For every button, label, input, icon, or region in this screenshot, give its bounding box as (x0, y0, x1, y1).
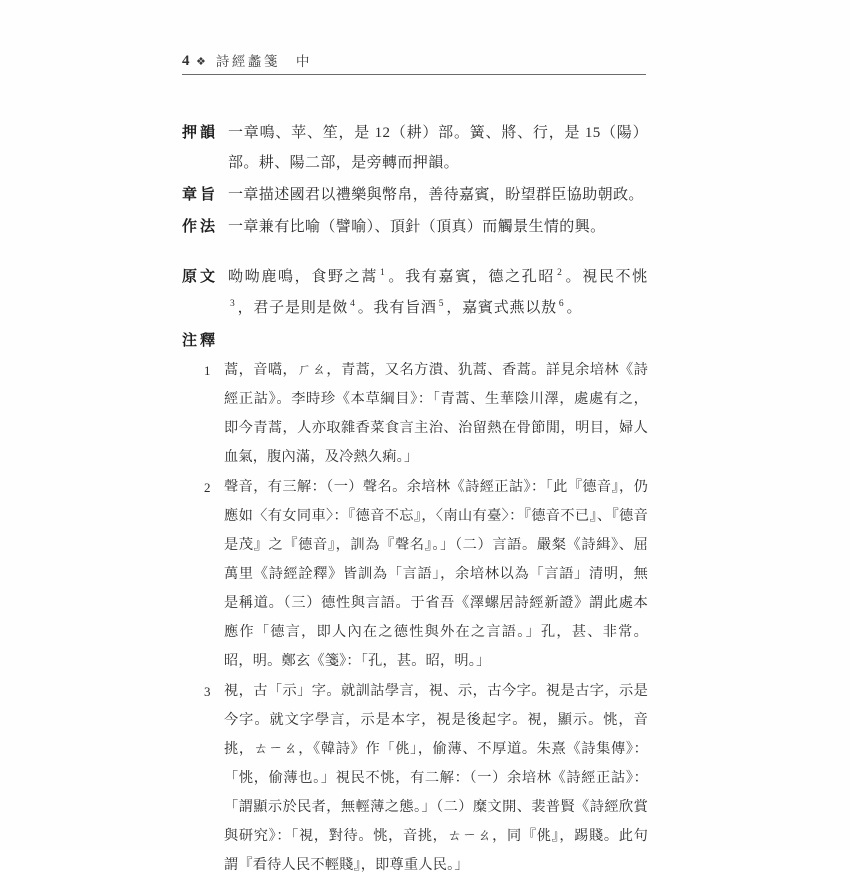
note-reference-mark[interactable]: 5 (438, 299, 445, 309)
field-body: 一章鳴、苹、笙，是 12（耕）部。簧、將、行，是 15（陽）部。耕、陽二部，是旁轉而押韻。 (228, 125, 648, 171)
page-folio-number: 4 (182, 53, 190, 69)
original-text-label: 原文 (182, 269, 219, 285)
note-item (204, 356, 648, 472)
running-header (182, 50, 646, 75)
notes-list (182, 356, 648, 880)
field-label: 章旨 (182, 187, 219, 203)
original-text-segment: 呦呦鹿鳴，食野之蒿 (228, 269, 378, 285)
field-row (182, 180, 648, 210)
note-reference-mark[interactable]: 6 (558, 299, 565, 309)
original-text-segment: 。我有嘉賓，德之孔昭 (387, 269, 556, 285)
note-item (204, 473, 648, 676)
section-spacer (182, 244, 648, 262)
field-row (182, 212, 648, 242)
original-text-segment: 。 (566, 300, 583, 316)
original-text-row (182, 262, 648, 324)
note-number: 1 (204, 363, 211, 378)
note-reference-mark[interactable]: 3 (230, 299, 236, 309)
note-reference-mark[interactable]: 1 (380, 268, 386, 278)
original-text-body (228, 262, 648, 324)
original-text-segment: 。視民不恌 (564, 269, 648, 285)
original-text-segment: ，嘉賓式燕以敖 (446, 300, 557, 316)
field-list (182, 118, 648, 242)
book-title: 詩經蠡箋 中 (215, 54, 312, 69)
note-reference-mark[interactable]: 2 (557, 268, 563, 278)
floral-dingbat-icon: ❖ (196, 56, 206, 68)
page-body (182, 118, 648, 881)
field-body: 一章描述國君以禮樂與幣帛，善待嘉賓，盼望群臣協助朝政。 (228, 187, 644, 203)
field-label: 作法 (182, 219, 219, 235)
field-label: 押韻 (182, 125, 219, 141)
field-row (182, 118, 648, 178)
note-text: 視，古「示」字。就訓詁學言，視、示，古今字。視是古字，示是今字。就文字學言，示是本字，視是後起字。視，顯示。恌，音挑，ㄊㄧㄠ，《韓詩》作「佻」，偷薄、不厚道。朱熹《詩集傳》：「恌，偷薄也。」視民不恌，有二解：（一）余培林《詩經正詁》：「謂顯示於民者，無輕薄之態。」（二）糜文開、裴普賢《詩經欣賞與研究》：「視，對待。恌，音挑，ㄊㄧㄠ，同『佻』，踢賤。此句謂『看待人民不輕賤』，即尊重人民。」 (224, 683, 648, 873)
note-number: 2 (204, 480, 211, 495)
field-body: 一章兼有比喻（譬喻）、頂針（頂真）而觸景生情的興。 (228, 219, 606, 235)
original-text-segment: 。我有旨酒 (357, 300, 437, 316)
original-text-segment: ，君子是則是傚 (237, 300, 349, 316)
note-number: 3 (204, 684, 211, 699)
notes-section-label: 注釋 (182, 333, 219, 349)
note-text: 蒿，音嚆，ㄏㄠ，青蒿，又名方潰、犰蒿、香蒿。詳見余培林《詩經正詁》。李時珍《本草綱目》：「青蒿、生華陰川澤，處處有之，即今青蒿，人亦取雜香菜食言主治、治留熱在骨節閒，明目，婦人血氣，腹內滿，及冷熱久痢。」 (224, 362, 648, 465)
note-reference-mark[interactable]: 4 (350, 299, 356, 309)
note-text: 聲音，有三解：（一）聲名。余培林《詩經正詁》：「此『德音』，仍應如〈有女同車〉：『德音不忘』，〈南山有臺〉：『德音不已』、『德音是茂』之『德音』，訓為『聲名』。」（二）言語。嚴粲《詩緝》、屈萬里《詩經詮釋》皆訓為「言語」，余培林以為「言語」清明，無是稱道。（三）德性與言語。于省吾《澤螺居詩經新證》謂此處本應作「德言，即人內在之德性與外在之言語。」孔，甚、非常。昭，明。鄭玄《箋》：「孔，甚。昭，明。」 (224, 479, 648, 669)
